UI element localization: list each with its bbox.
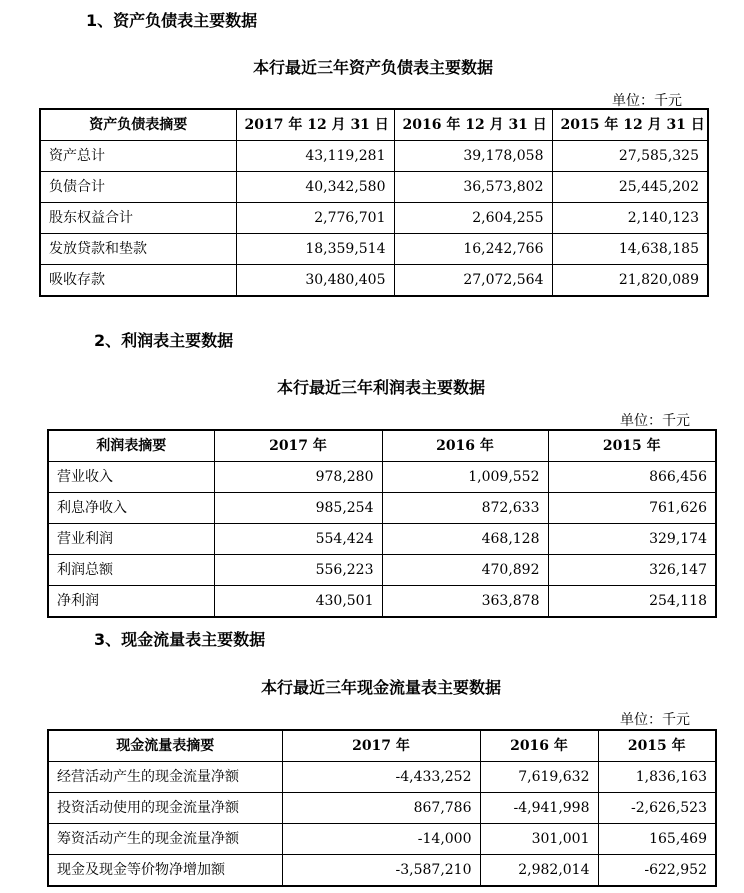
row-label: 营业收入 — [48, 462, 214, 493]
table-header-row — [40, 109, 708, 141]
cell-value: -4,433,252 — [282, 762, 480, 793]
row-label: 现金及现金等价物净增加额 — [48, 855, 282, 887]
column-header: 2016 年 12 月 31 日 — [394, 109, 552, 141]
cell-value: 468,128 — [382, 524, 548, 555]
cell-value: 254,118 — [548, 586, 716, 618]
table-row — [48, 555, 716, 586]
cell-value: 2,776,701 — [236, 203, 394, 234]
row-label: 吸收存款 — [40, 265, 236, 297]
cell-value: 867,786 — [282, 793, 480, 824]
cell-value: 30,480,405 — [236, 265, 394, 297]
table-row — [48, 793, 716, 824]
cell-value: 21,820,089 — [552, 265, 708, 297]
section-heading-balance-sheet: 1、资产负债表主要数据 — [86, 11, 258, 30]
cell-value: 470,892 — [382, 555, 548, 586]
cell-value: -14,000 — [282, 824, 480, 855]
cell-value: 16,242,766 — [394, 234, 552, 265]
cell-value: 25,445,202 — [552, 172, 708, 203]
row-label: 经营活动产生的现金流量净额 — [48, 762, 282, 793]
cell-value: 554,424 — [214, 524, 382, 555]
column-header: 2017 年 12 月 31 日 — [236, 109, 394, 141]
cell-value: 329,174 — [548, 524, 716, 555]
cell-value: -2,626,523 — [598, 793, 716, 824]
unit-label-income-statement: 单位：千元 — [620, 413, 690, 429]
table-caption-cash-flow: 本行最近三年现金流量表主要数据 — [260, 678, 501, 697]
table-row — [40, 234, 708, 265]
cell-value: 1,009,552 — [382, 462, 548, 493]
row-label: 利润总额 — [48, 555, 214, 586]
column-header: 2016 年 — [480, 730, 598, 762]
cell-value: 1,836,163 — [598, 762, 716, 793]
column-header: 2015 年 12 月 31 日 — [552, 109, 708, 141]
column-header: 2016 年 — [382, 430, 548, 462]
cell-value: 978,280 — [214, 462, 382, 493]
section-heading-cash-flow: 3、现金流量表主要数据 — [94, 630, 266, 649]
row-label: 投资活动使用的现金流量净额 — [48, 793, 282, 824]
column-header: 2017 年 — [214, 430, 382, 462]
row-label: 负债合计 — [40, 172, 236, 203]
cell-value: -4,941,998 — [480, 793, 598, 824]
row-label: 营业利润 — [48, 524, 214, 555]
cell-value: 2,982,014 — [480, 855, 598, 887]
row-label: 股东权益合计 — [40, 203, 236, 234]
cell-value: 556,223 — [214, 555, 382, 586]
cell-value: 866,456 — [548, 462, 716, 493]
cell-value: 761,626 — [548, 493, 716, 524]
cell-value: 165,469 — [598, 824, 716, 855]
unit-label-balance-sheet: 单位：千元 — [612, 93, 682, 109]
cell-value: 27,585,325 — [552, 141, 708, 172]
cell-value: 985,254 — [214, 493, 382, 524]
table-row — [48, 462, 716, 493]
cell-value: 40,342,580 — [236, 172, 394, 203]
row-label: 利息净收入 — [48, 493, 214, 524]
cell-value: 2,140,123 — [552, 203, 708, 234]
income-statement-table — [47, 429, 717, 618]
cell-value: 7,619,632 — [480, 762, 598, 793]
table-row — [40, 141, 708, 172]
cell-value: 39,178,058 — [394, 141, 552, 172]
unit-label-cash-flow: 单位：千元 — [620, 712, 690, 728]
cell-value: 326,147 — [548, 555, 716, 586]
table-caption-balance-sheet: 本行最近三年资产负债表主要数据 — [252, 58, 493, 77]
row-label: 净利润 — [48, 586, 214, 618]
cell-value: 14,638,185 — [552, 234, 708, 265]
cell-value: 2,604,255 — [394, 203, 552, 234]
cell-value: 872,633 — [382, 493, 548, 524]
cell-value: 27,072,564 — [394, 265, 552, 297]
table-row — [48, 855, 716, 887]
section-heading-income-statement: 2、利润表主要数据 — [94, 331, 234, 350]
cell-value: 36,573,802 — [394, 172, 552, 203]
column-header: 2015 年 — [598, 730, 716, 762]
row-label: 筹资活动产生的现金流量净额 — [48, 824, 282, 855]
column-header: 现金流量表摘要 — [48, 730, 282, 762]
table-row — [48, 586, 716, 618]
column-header: 利润表摘要 — [48, 430, 214, 462]
cash-flow-table — [47, 729, 717, 887]
row-label: 发放贷款和垫款 — [40, 234, 236, 265]
cell-value: 430,501 — [214, 586, 382, 618]
column-header: 资产负债表摘要 — [40, 109, 236, 141]
table-caption-income-statement: 本行最近三年利润表主要数据 — [276, 378, 485, 397]
table-row — [48, 524, 716, 555]
table-row — [48, 824, 716, 855]
table-row — [40, 172, 708, 203]
table-header-row — [48, 430, 716, 462]
cell-value: 18,359,514 — [236, 234, 394, 265]
table-row — [48, 493, 716, 524]
table-row — [40, 265, 708, 297]
column-header: 2015 年 — [548, 430, 716, 462]
row-label: 资产总计 — [40, 141, 236, 172]
balance-sheet-table — [39, 108, 709, 297]
cell-value: 43,119,281 — [236, 141, 394, 172]
cell-value: -3,587,210 — [282, 855, 480, 887]
cell-value: -622,952 — [598, 855, 716, 887]
table-row — [40, 203, 708, 234]
table-header-row — [48, 730, 716, 762]
table-row — [48, 762, 716, 793]
column-header: 2017 年 — [282, 730, 480, 762]
cell-value: 363,878 — [382, 586, 548, 618]
cell-value: 301,001 — [480, 824, 598, 855]
